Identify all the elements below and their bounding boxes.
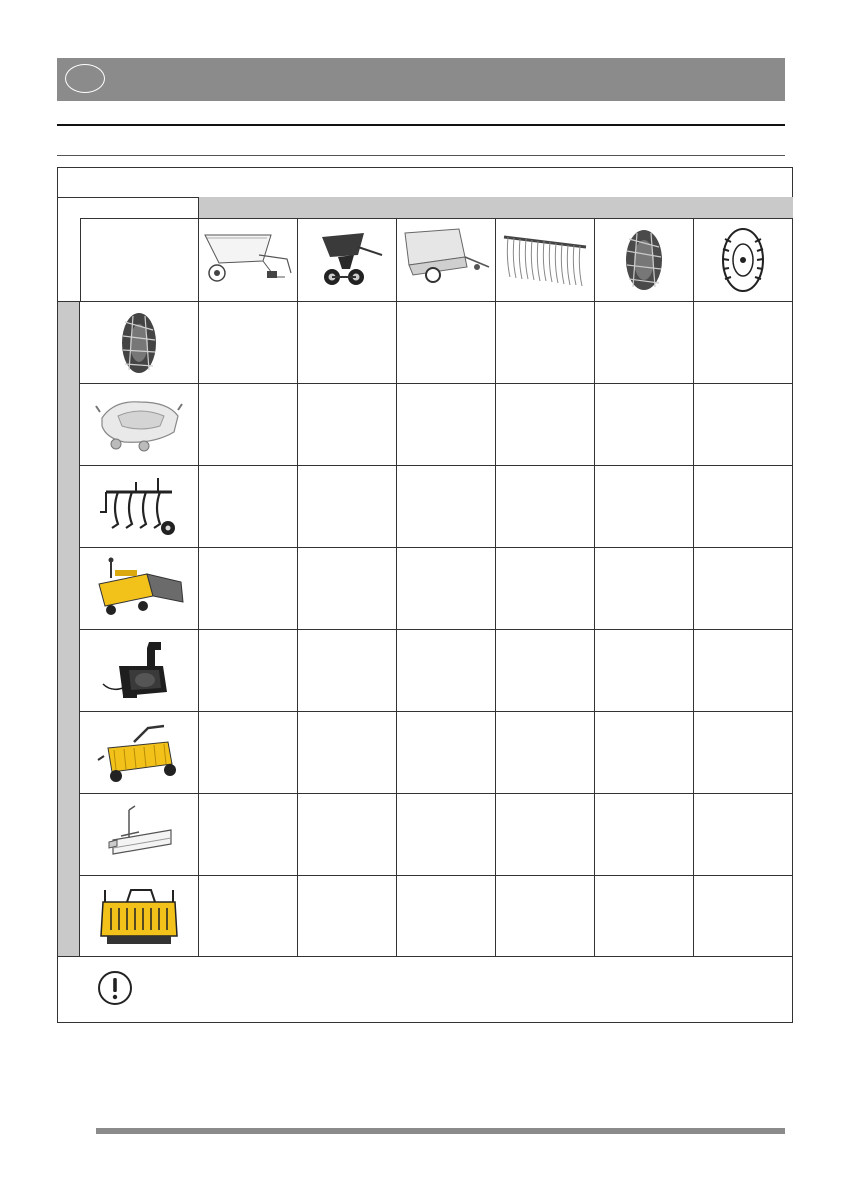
lawn-dethatcher-icon: [498, 225, 592, 295]
cell-r8-c5: [594, 875, 693, 956]
cell-r5-c3: [396, 629, 495, 711]
cell-r6-c2: [297, 711, 396, 793]
note-row: [58, 956, 792, 1023]
lawn-sweeper-icon: [399, 225, 493, 295]
rotary-brush-icon: [94, 718, 184, 788]
cell-r2-c6: [693, 383, 792, 465]
trailer-cart-icon: [201, 225, 295, 295]
cell-r8-c3: [396, 875, 495, 956]
cell-r6-c4: [495, 711, 594, 793]
cell-r4-c1: [198, 547, 297, 629]
column-header-dethatcher: [495, 218, 594, 301]
cell-r7-c2: [297, 793, 396, 875]
cell-r4-c6: [693, 547, 792, 629]
snow-thrower-icon: [99, 636, 179, 706]
row-header-snow-blade: [80, 793, 198, 875]
column-header-trailer: [198, 218, 297, 301]
column-header-chains: [594, 218, 693, 301]
cell-r7-c5: [594, 793, 693, 875]
cell-r3-c1: [198, 465, 297, 547]
cell-r5-c1: [198, 629, 297, 711]
row-header-chains: [80, 301, 198, 383]
column-header-tyre: [693, 218, 792, 301]
cell-r7-c6: [693, 793, 792, 875]
snow-blade-icon: [99, 800, 179, 870]
title-rule: [57, 124, 785, 126]
cell-r6-c6: [693, 711, 792, 793]
column-header-spreader: [297, 218, 396, 301]
broadcast-spreader-icon: [302, 225, 392, 295]
cell-r4-c2: [297, 547, 396, 629]
cell-r3-c3: [396, 465, 495, 547]
row-header-snow-thrower: [80, 629, 198, 711]
cell-r4-c4: [495, 547, 594, 629]
cell-r8-c1: [198, 875, 297, 956]
flail-mower-icon: [97, 884, 181, 950]
sweeper-collector-icon: [91, 556, 187, 622]
snow-chains-icon: [609, 225, 679, 295]
cell-r5-c5: [594, 629, 693, 711]
mower-deck-icon: [94, 392, 184, 458]
column-header-sweeper: [396, 218, 495, 301]
cell-r5-c6: [693, 629, 792, 711]
row-header-mower-deck: [80, 383, 198, 465]
cell-r2-c3: [396, 383, 495, 465]
corner-cell: [80, 218, 199, 302]
cell-r1-c5: [594, 301, 693, 383]
cell-r7-c4: [495, 793, 594, 875]
language-badge: [65, 64, 105, 93]
table-title-row: [58, 168, 792, 198]
row-header-sweeper-collector: [80, 547, 198, 629]
cell-r6-c5: [594, 711, 693, 793]
cell-r5-c2: [297, 629, 396, 711]
cultivator-icon: [96, 472, 182, 542]
row-header-flail-mower: [80, 875, 198, 957]
cell-r8-c2: [297, 875, 396, 956]
header-bar: [57, 58, 785, 101]
cell-r3-c4: [495, 465, 594, 547]
column-group-header: [198, 197, 793, 219]
cell-r2-c4: [495, 383, 594, 465]
cell-r3-c6: [693, 465, 792, 547]
cell-r1-c1: [198, 301, 297, 383]
cell-r1-c2: [297, 301, 396, 383]
cell-r2-c1: [198, 383, 297, 465]
cell-r2-c2: [297, 383, 396, 465]
cell-r7-c3: [396, 793, 495, 875]
cell-r8-c4: [495, 875, 594, 956]
cell-r7-c1: [198, 793, 297, 875]
cell-r3-c2: [297, 465, 396, 547]
snow-chains-icon: [109, 308, 169, 378]
subtitle-rule: [57, 155, 785, 156]
cell-r1-c3: [396, 301, 495, 383]
cell-r4-c3: [396, 547, 495, 629]
tractor-tyre-icon: [708, 225, 778, 295]
compatibility-table: [57, 167, 793, 1023]
cell-r1-c6: [693, 301, 792, 383]
cell-r4-c5: [594, 547, 693, 629]
cell-r2-c5: [594, 383, 693, 465]
row-group-bar: [58, 301, 80, 956]
row-header-cultivator: [80, 465, 198, 547]
cell-r8-c6: [693, 875, 792, 956]
cell-r5-c4: [495, 629, 594, 711]
row-header-rotary-brush: [80, 711, 198, 793]
cell-r6-c3: [396, 711, 495, 793]
cell-r1-c4: [495, 301, 594, 383]
exclamation-icon: [97, 970, 133, 1006]
cell-r6-c1: [198, 711, 297, 793]
footer-bar: [96, 1128, 785, 1134]
cell-r3-c5: [594, 465, 693, 547]
